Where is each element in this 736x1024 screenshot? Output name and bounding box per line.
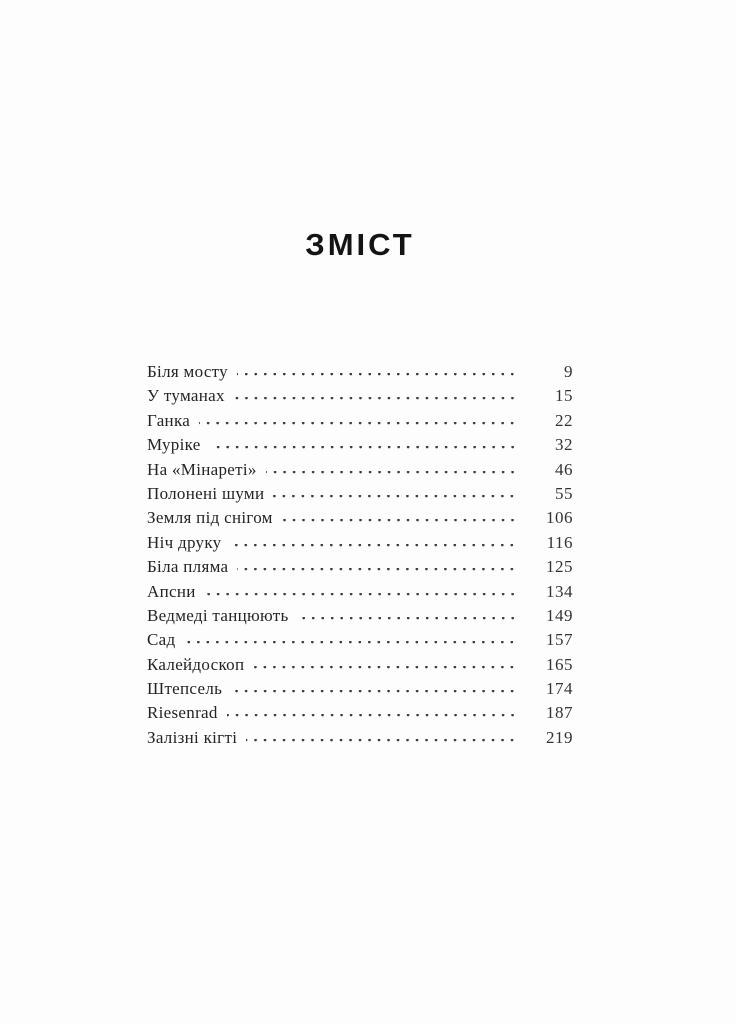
toc-entry [147,628,573,652]
table-of-contents [147,360,573,750]
toc-entry [147,433,573,457]
toc-entry [147,580,573,604]
toc-entry [147,409,573,433]
toc-leader-dots [205,593,517,597]
toc-leader-dots [227,714,517,718]
toc-leader-dots [184,641,517,645]
toc-entry-title: Сад [147,630,176,650]
toc-entry-title: Муріке [147,435,201,455]
toc-entry [147,506,573,530]
toc-leader-dots [266,471,517,475]
toc-entry [147,384,573,408]
toc-entry-page: 157 [546,630,573,650]
toc-entry [147,555,573,579]
toc-leader-dots [273,495,517,499]
toc-entry-title: Полонені шуми [147,483,265,503]
toc-entry-title: Земля під снігом [147,508,273,528]
toc-entry-page: 116 [546,532,573,552]
toc-leader-dots [230,544,517,548]
toc-leader-dots [210,446,517,450]
toc-entry-page: 55 [555,483,573,503]
toc-entry-page: 187 [546,703,573,723]
toc-entry-page: 174 [546,679,573,699]
toc-entry-title: Апсни [147,581,196,601]
toc-entry-page: 134 [546,581,573,601]
toc-entry-title: Біля мосту [147,362,228,381]
toc-entry-page: 46 [555,459,573,479]
toc-entry [147,653,573,677]
toc-entry-title: Біла пляма [147,557,229,577]
toc-entry-page: 149 [546,605,573,625]
toc-entry [147,701,573,725]
toc-leader-dots [231,690,517,694]
toc-entry-title: Ведмеді танцюють [147,605,289,625]
toc-entry-title: На «Мінареті» [147,459,257,479]
toc-entry-title: Ніч друку [147,532,222,552]
toc-entry-title: Ганка [147,410,191,430]
toc-entry [147,726,573,750]
toc-leader-dots [234,397,517,401]
toc-entry-title: У туманах [147,386,225,406]
toc-entry [147,677,573,701]
toc-entry-page: 125 [546,557,573,577]
toc-entry-title: Калейдоскоп [147,654,245,674]
toc-entry [147,604,573,628]
toc-entry-page: 15 [555,386,573,406]
toc-leader-dots [237,373,517,377]
toc-entry-page: 219 [546,727,573,747]
toc-leader-dots [253,666,517,670]
page-title: ЗМІСТ [305,227,415,262]
toc-leader-dots [246,739,517,743]
toc-entry-title: Залізні кігті [147,727,238,747]
toc-leader-dots [282,519,517,523]
toc-entry [147,482,573,506]
toc-entry [147,458,573,482]
toc-leader-dots [237,568,517,572]
toc-entry-title: Штепсель [147,679,223,699]
toc-entry [147,531,573,555]
toc-entry-page: 106 [546,508,573,528]
toc-entry-title: Riesenrad [147,703,218,723]
toc-entry-page: 22 [555,410,573,430]
toc-entry [147,360,573,384]
toc-leader-dots [199,422,517,426]
toc-leader-dots [298,617,517,621]
toc-entry-page: 32 [555,435,573,455]
toc-entry-page: 9 [564,362,573,381]
toc-entry-page: 165 [546,654,573,674]
